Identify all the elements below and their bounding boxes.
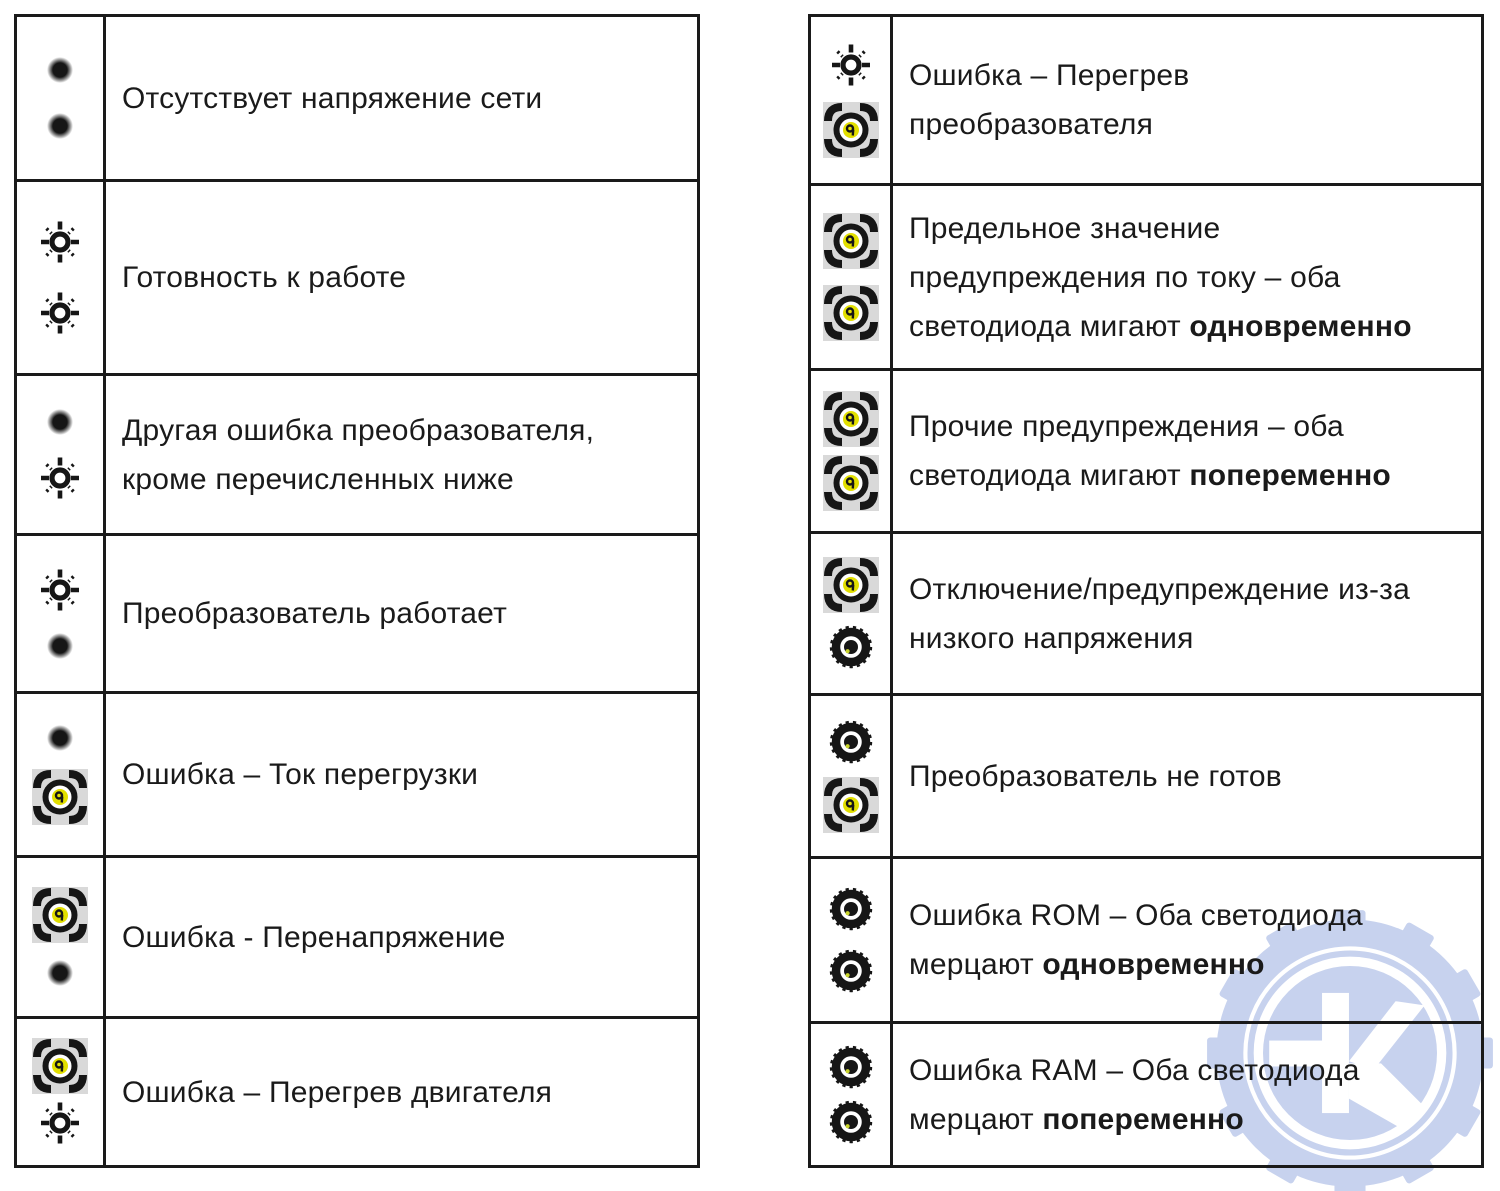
description-cell — [893, 534, 1481, 693]
description-bold-text: попеременно — [1189, 459, 1391, 492]
led-flickering-icon — [828, 948, 874, 994]
table-row — [17, 1016, 697, 1165]
led-off-icon — [46, 112, 74, 140]
led-state-cell — [811, 696, 893, 856]
description-cell — [106, 17, 697, 179]
table-row — [811, 17, 1481, 183]
description-plain-text: Ошибка ROM – Оба светодиода мерцают — [909, 899, 1363, 981]
led-flashing-icon — [32, 887, 88, 943]
description-cell — [893, 17, 1481, 183]
description-plain-text: Преобразователь не готов — [909, 759, 1282, 793]
table-row — [811, 183, 1481, 368]
led-flashing-icon — [823, 557, 879, 613]
description-cell — [106, 694, 697, 855]
led-state-cell — [811, 1024, 893, 1165]
description-text — [122, 74, 542, 123]
led-off-icon — [46, 632, 74, 660]
description-cell — [106, 182, 697, 373]
led-status-table-left — [14, 14, 700, 1168]
led-on-icon — [37, 219, 83, 265]
description-plain-text: Другая ошибка преобразователя, кроме перечисленных ниже — [122, 413, 595, 496]
description-cell — [893, 1024, 1481, 1165]
description-cell — [106, 858, 697, 1016]
description-text — [909, 204, 1414, 351]
led-state-cell — [17, 17, 106, 179]
description-text — [909, 402, 1414, 500]
table-row — [811, 531, 1481, 693]
description-bold-text: попеременно — [1042, 1102, 1244, 1136]
description-plain-text: Ошибка RAM – Оба светодиода мерцают — [909, 1053, 1360, 1136]
description-cell — [893, 371, 1481, 531]
description-plain-text: Отсутствует напряжение сети — [122, 81, 543, 115]
table-row — [811, 1021, 1481, 1165]
description-text — [122, 253, 406, 302]
description-text — [122, 589, 507, 638]
led-flashing-icon — [823, 455, 879, 511]
led-on-icon — [37, 567, 83, 613]
led-flashing-icon — [823, 777, 879, 833]
description-text — [909, 891, 1414, 989]
led-off-icon — [46, 724, 74, 752]
led-off-icon — [46, 56, 74, 84]
description-cell — [893, 186, 1481, 368]
table-row — [17, 855, 697, 1016]
description-plain-text: Преобразователь работает — [122, 597, 508, 630]
description-text — [122, 406, 627, 504]
led-flashing-icon — [823, 102, 879, 158]
table-row — [811, 368, 1481, 531]
description-cell — [106, 376, 697, 533]
led-flashing-icon — [823, 213, 879, 269]
led-status-table-right — [808, 14, 1484, 1168]
led-flickering-icon — [828, 1044, 874, 1090]
table-row — [17, 691, 697, 855]
led-flickering-icon — [828, 624, 874, 670]
led-state-cell — [811, 371, 893, 531]
led-flickering-icon — [828, 886, 874, 932]
led-off-icon — [46, 959, 74, 987]
description-cell — [893, 696, 1481, 856]
description-text — [122, 750, 478, 799]
description-text — [909, 51, 1414, 149]
description-cell — [106, 536, 697, 691]
led-state-cell — [17, 1019, 106, 1165]
led-state-cell — [17, 694, 106, 855]
description-plain-text: Ошибка – Ток перегрузки — [122, 758, 479, 791]
description-plain-text: Прочие предупреждения – оба светодиода мигают — [909, 410, 1344, 492]
description-bold-text: одновременно — [1189, 309, 1412, 343]
table-row — [17, 17, 697, 179]
led-on-icon — [37, 1100, 83, 1146]
led-flashing-icon — [32, 1038, 88, 1094]
led-state-cell — [17, 536, 106, 691]
description-plain-text: Ошибка - Перенапряжение — [122, 920, 506, 954]
description-plain-text: Ошибка – Перегрев преобразователя — [909, 59, 1190, 141]
led-state-cell — [17, 182, 106, 373]
led-flickering-icon — [828, 719, 874, 765]
table-row — [17, 373, 697, 533]
table-row — [811, 693, 1481, 856]
description-text — [122, 913, 506, 962]
led-state-cell — [811, 186, 893, 368]
led-flickering-icon — [828, 1099, 874, 1145]
led-flashing-icon — [823, 285, 879, 341]
description-plain-text: Отключение/предупреждение из-за низкого напряжения — [909, 572, 1411, 655]
description-plain-text: Предельное значение предупреждения по току – оба светодиода мигают — [909, 211, 1341, 343]
description-cell — [893, 859, 1481, 1021]
table-row — [811, 856, 1481, 1021]
description-bold-text: одновременно — [1042, 948, 1265, 981]
led-flashing-icon — [823, 391, 879, 447]
description-text — [122, 1068, 552, 1117]
led-state-cell — [811, 534, 893, 693]
led-on-icon — [828, 42, 874, 88]
description-cell — [106, 1019, 697, 1165]
led-on-icon — [37, 455, 83, 501]
led-state-cell — [811, 859, 893, 1021]
description-text — [909, 752, 1282, 801]
led-state-cell — [17, 376, 106, 533]
led-flashing-icon — [32, 769, 88, 825]
description-plain-text: Ошибка – Перегрев двигателя — [122, 1075, 553, 1109]
description-plain-text: Готовность к работе — [122, 261, 407, 294]
description-text — [909, 1046, 1414, 1144]
led-off-icon — [46, 408, 74, 436]
table-row — [17, 533, 697, 691]
led-state-cell — [811, 17, 893, 183]
description-text — [909, 565, 1414, 663]
led-on-icon — [37, 290, 83, 336]
led-state-cell — [17, 858, 106, 1016]
table-row — [17, 179, 697, 373]
